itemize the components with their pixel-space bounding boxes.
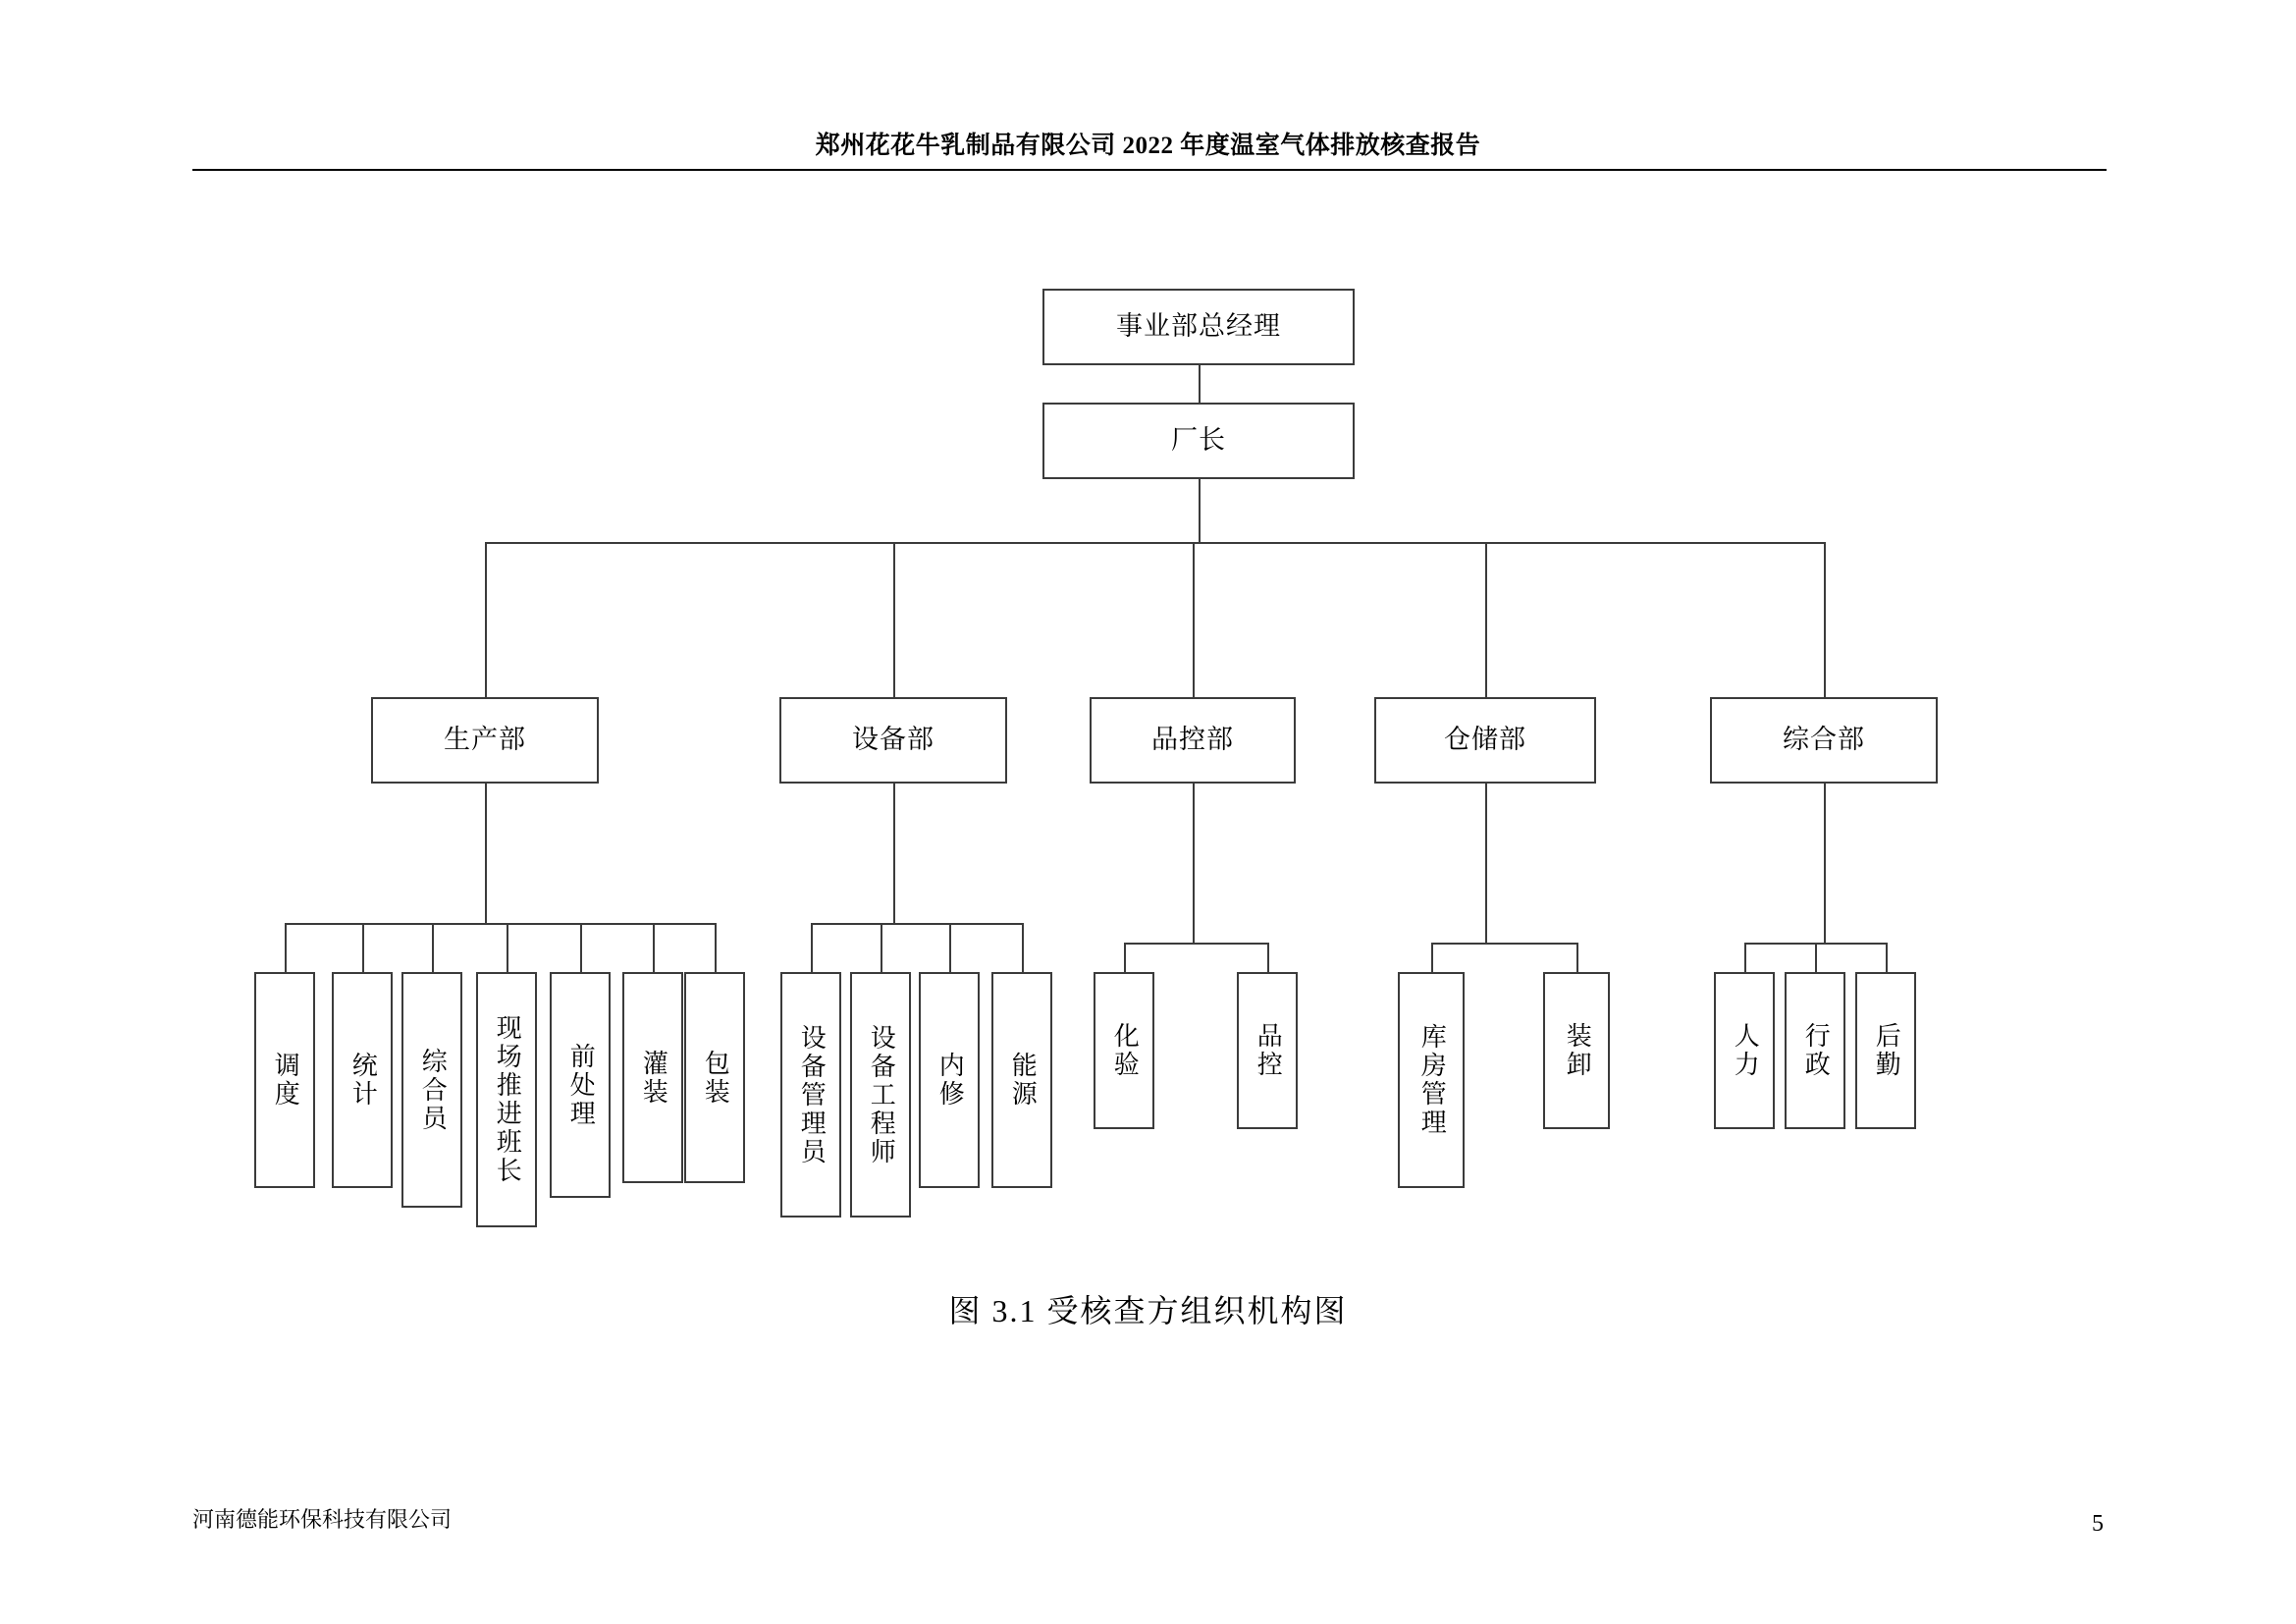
node-quality-child-1: 化验: [1094, 972, 1154, 1129]
connector-dept-general-stem: [1824, 784, 1826, 943]
node-plant-manager: 厂长: [1042, 403, 1355, 479]
node-department-4: 仓储部: [1374, 697, 1596, 784]
connector-warehouse-bus: [1431, 943, 1576, 945]
connector-production-to-child-2: [362, 923, 364, 972]
node-department-3: 品控部: [1090, 697, 1296, 784]
node-department-2: 设备部: [779, 697, 1007, 784]
connector-bus-to-dept-5: [1824, 542, 1826, 697]
connector-equipment-to-child-1: [811, 923, 813, 972]
node-production-child-3: 综合员: [401, 972, 462, 1208]
connector-production-bus: [285, 923, 715, 925]
connector-equipment-to-child-2: [881, 923, 882, 972]
connector-dept-production-stem: [485, 784, 487, 923]
node-quality-child-2: 品控: [1237, 972, 1298, 1129]
connector-equipment-to-child-3: [949, 923, 951, 972]
footer-company: 河南德能环保科技有限公司: [192, 1507, 453, 1532]
node-production-child-1: 调度: [254, 972, 315, 1188]
footer-page-number: 5: [2092, 1511, 2104, 1537]
connector-dept-warehouse-stem: [1485, 784, 1487, 943]
connector-quality-bus: [1124, 943, 1267, 945]
connector-bus-to-dept-3: [1193, 542, 1195, 697]
node-production-child-6: 灌装: [622, 972, 683, 1183]
node-production-child-7: 包装: [684, 972, 745, 1183]
figure-caption: 图 3.1 受核查方组织机构图: [948, 1293, 1348, 1328]
connector-general-to-child-3: [1886, 943, 1888, 972]
page-header: 郑州花花牛乳制品有限公司 2022 年度温室气体排放核查报告: [815, 133, 1481, 159]
connector-production-to-child-1: [285, 923, 287, 972]
connector-dept-quality-stem: [1193, 784, 1195, 943]
connector-gm-to-plant: [1199, 365, 1201, 403]
node-department-1: 生产部: [371, 697, 599, 784]
node-general-child-1: 人力: [1714, 972, 1775, 1129]
connector-warehouse-to-child-1: [1431, 943, 1433, 972]
connector-bus-to-dept-2: [893, 542, 895, 697]
node-warehouse-child-1: 库房管理: [1398, 972, 1465, 1188]
connector-equipment-bus: [811, 923, 1022, 925]
connector-plant-to-bus: [1199, 479, 1201, 542]
connector-dept-equipment-stem: [893, 784, 895, 923]
node-production-child-4: 现场推进班长: [476, 972, 537, 1227]
node-equipment-child-3: 内修: [919, 972, 980, 1188]
connector-general-bus: [1744, 943, 1886, 945]
connector-bus-to-dept-1: [485, 542, 487, 697]
connector-general-to-child-2: [1815, 943, 1817, 972]
node-general-manager: 事业部总经理: [1042, 289, 1355, 365]
connector-department-bus: [485, 542, 1824, 544]
connector-production-to-child-4: [507, 923, 508, 972]
node-warehouse-child-2: 装卸: [1543, 972, 1610, 1129]
node-equipment-child-2: 设备工程师: [850, 972, 911, 1218]
node-production-child-5: 前处理: [550, 972, 611, 1198]
connector-quality-to-child-2: [1267, 943, 1269, 972]
connector-production-to-child-7: [715, 923, 717, 972]
connector-bus-to-dept-4: [1485, 542, 1487, 697]
connector-production-to-child-3: [432, 923, 434, 972]
node-equipment-child-1: 设备管理员: [780, 972, 841, 1218]
connector-warehouse-to-child-2: [1576, 943, 1578, 972]
connector-equipment-to-child-4: [1022, 923, 1024, 972]
connector-quality-to-child-1: [1124, 943, 1126, 972]
node-production-child-2: 统计: [332, 972, 393, 1188]
connector-production-to-child-6: [653, 923, 655, 972]
node-department-5: 综合部: [1710, 697, 1938, 784]
connector-production-to-child-5: [580, 923, 582, 972]
node-general-child-3: 后勤: [1855, 972, 1916, 1129]
node-general-child-2: 行政: [1785, 972, 1845, 1129]
node-equipment-child-4: 能源: [991, 972, 1052, 1188]
connector-general-to-child-1: [1744, 943, 1746, 972]
